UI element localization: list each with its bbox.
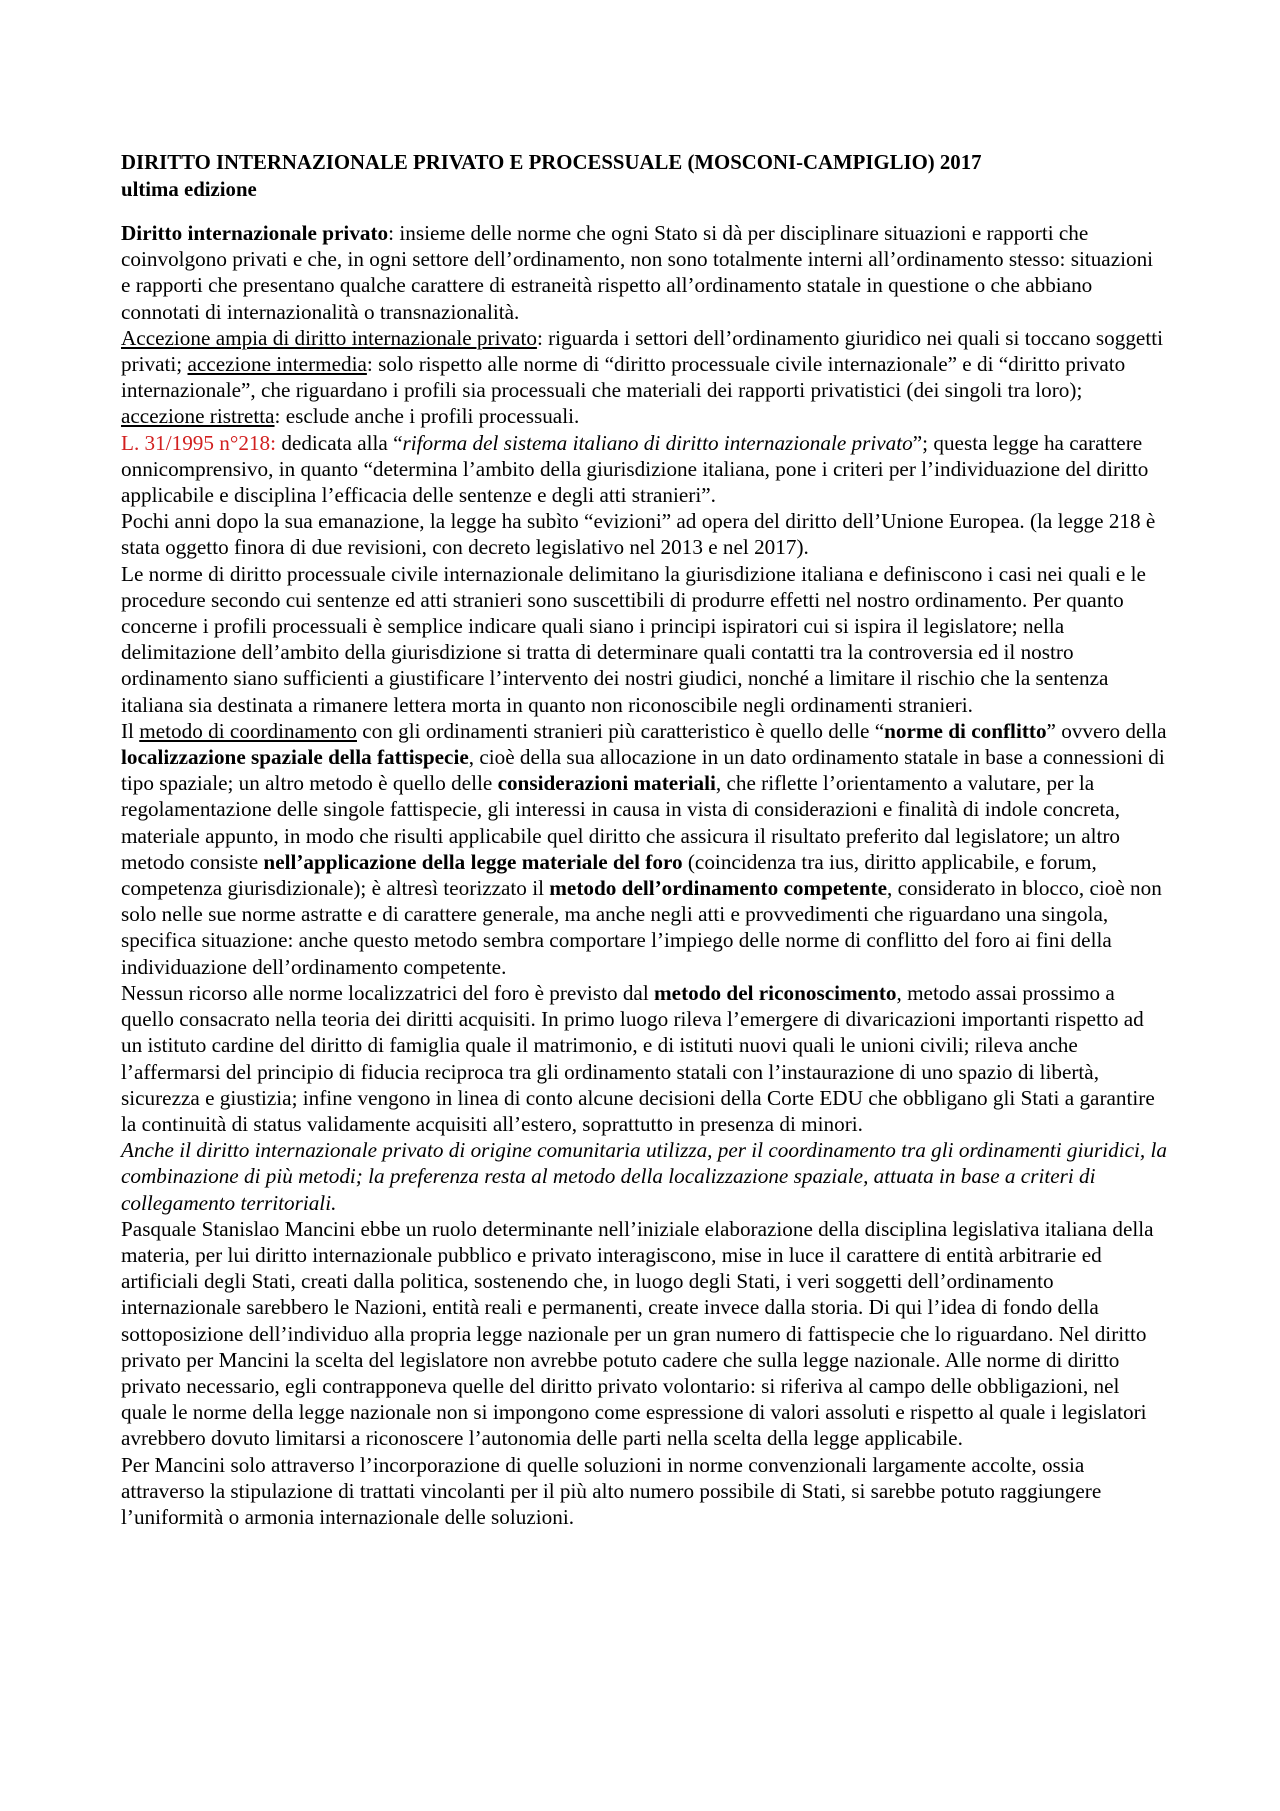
term-dip: Diritto internazionale privato xyxy=(121,221,389,245)
term-norme-conflitto: norme di conflitto xyxy=(884,718,1047,743)
term-metodo-riconoscimento: metodo del riconoscimento xyxy=(654,980,897,1005)
law-reference: L. 31/1995 n°218: xyxy=(121,430,277,455)
italic-comunitario: Anche il diritto internazionale privato di origine comunitaria utilizza, per il coordinamento tra gli ordinamenti giuridici, la combinazione di più metodi; la preferenza resta al metodo della localizzazione spaziale, attuata in base a criteri di collegamento territoriali. xyxy=(121,1138,1167,1215)
paragraph-mancini-trattati: Per Mancini solo attraverso l’incorporazione di quelle soluzioni in norme convenzionali largamente accolte, ossia attraverso la stipulazione di trattati vincolanti per il più alto numero possibile di Stati, si sarebbe potuto raggiungere l’uniformità o armonia internazionale delle soluzioni. xyxy=(121,1452,1102,1529)
paragraph-mancini: Pasquale Stanislao Mancini ebbe un ruolo determinante nell’iniziale elaborazione della disciplina legislativa italiana della materia, per lui diritto internazionale pubblico e privato interagiscono, mise in luce il carattere di entità arbitrarie ed artificiali degli Stati, creati dalla politica, sostenendo che, in luogo degli Stati, i veri soggetti dell’ordinamento internazionale sarebbero le Nazioni, entità reali e permanenti, create invece dalla storia. Di qui l’idea di fondo della sottoposizione dell’individuo alla propria legge nazionale per un gran numero di fattispecie che lo riguardano. Nel diritto privato per Mancini la scelta del legislatore non avrebbe potuto cadere che sulla legge nazionale. Alle norme di diritto privato necessario, egli contrapponeva quelle del diritto privato volontario: si riferiva al campo delle obbligazioni, nel quale le norme della legge nazionale non si impongono come espressione di valori assoluti e rispetto al quale i legislatori avrebbero dovuto limitarsi a riconoscere l’autonomia delle parti nella scelta della legge applicabile. xyxy=(121,1216,1154,1451)
paragraph-law-218 xyxy=(121,430,1167,509)
text-segment: con gli ordinamenti stranieri più caratteristico è quello delle “ xyxy=(356,718,885,743)
text-segment: , che riflette l’orientamento a valutare, per la regolamentazione delle singole fattispecie, gli interessi in causa in vista di considerazioni e finalità di indole concreta, materiale appunto, in modo che risulti applicabile quel diritto che assicura il risultato preferito dal legislatore; un altro metodo consiste xyxy=(121,771,1121,874)
term-metodo-coordinamento: metodo di coordinamento xyxy=(139,718,357,743)
paragraph-processuale: Le norme di diritto processuale civile internazionale delimitano la giurisdizione italiana e definiscono i casi nei quali e le procedure secondo cui sentenze ed atti stranieri sono suscettibili di produrre effetti nel nostro ordinamento. Per quanto concerne i profili processuali è semplice indicare quali siano i principi ispiratori cui si ispira il legislatore; nella delimitazione dell’ambito della giurisdizione si tratta di determinare quali contatti tra la controversia ed il nostro ordinamento siano sufficienti a giustificare l’intervento dei nostri giudici, nonché a limitare il rischio che la sentenza italiana sia destinata a rimanere lettera morta in quanto non riconoscibile negli ordinamenti stranieri. xyxy=(121,561,1146,717)
term-accezione-ristretta: accezione ristretta xyxy=(121,404,275,429)
text-segment: Nessun ricorso alle norme localizzatrici del foro è previsto dal xyxy=(121,980,655,1005)
title-line-2: ultima edizione xyxy=(121,177,257,201)
term-accezione-ampia: Accezione ampia di diritto internazionale privato xyxy=(121,325,537,350)
law-title-italic: riforma del sistema italiano di diritto internazionale privato xyxy=(402,430,913,455)
text-segment: : solo rispetto alle norme di “diritto processuale civile internazionale” e di “diritto privato internazionale”, che riguardano i profili sia processuali che materiali dei rapporti privatistici (dei singoli tra loro); xyxy=(121,352,1126,403)
paragraph-comunitario xyxy=(121,1137,1167,1216)
text-segment: (coincidenza tra ius, diritto applicabile, e forum, competenza giurisdizionale); è altresì teorizzato il xyxy=(121,849,1097,901)
text-segment: , considerato in blocco, cioè non solo nelle sue norme astratte e di carattere generale, ma anche negli atti e provvedimenti che riguardano una singola, specifica situazione: anche questo metodo sembra comportare l’impiego delle norme di conflitto del foro ai fini della individuazione dell’ordinamento competente. xyxy=(121,876,1162,979)
document-page xyxy=(121,150,1167,1530)
term-ordinamento-competente: metodo dell’ordinamento competente xyxy=(549,876,888,901)
title-line-1: DIRITTO INTERNAZIONALE PRIVATO E PROCESSUALE (MOSCONI-CAMPIGLIO) 2017 xyxy=(121,151,982,174)
term-accezione-intermedia: accezione intermedia xyxy=(187,352,367,377)
text-segment: Il xyxy=(121,718,140,743)
text-segment: : riguarda i settori dell’ordinamento giuridico nei quali si toccano soggetti privati; xyxy=(121,325,1163,377)
document-title xyxy=(121,150,1167,203)
text-segment: , cioè della sua allocazione in un dato ordinamento statale in base a connessioni di tipo spaziale; un altro metodo è quello delle xyxy=(121,745,1165,796)
paragraph-evizioni: Pochi anni dopo la sua emanazione, la legge ha subìto “evizioni” ad opera del diritto dell’Unione Europea. (la legge 218 è stata oggetto finora di due revisioni, con decreto legislativo nel 2013 e nel 2017). xyxy=(121,509,1156,560)
text-segment: dedicata alla “ xyxy=(276,430,403,455)
paragraph-riconoscimento xyxy=(121,980,1167,1137)
text-segment: , metodo assai prossimo a quello consacrato nella teoria dei diritti acquisiti. In primo luogo rileva l’emergere di divaricazioni importanti rispetto ad un istituto cardine del diritto di famiglia quale il matrimonio, e di istituti nuovi quali le unioni civili; rileva anche l’affermarsi del principio di fiducia reciproca tra gli ordinamento statali con l’instaurazione di uno spazio di libertà, sicurezza e giustizia; infine vengono in linea di conto alcune decisioni della Corte EDU che obbligano gli Stati a garantire la continuità di status validamente acquisiti all’estero, soprattutto in presenza di minori. xyxy=(121,980,1155,1136)
text-segment: ”; questa legge ha carattere onnicomprensivo, in quanto “determina l’ambito della giurisdizione italiana, pone i criteri per l’individuazione del diritto applicabile e disciplina l’efficacia delle sentenze e degli atti stranieri”. xyxy=(121,430,1149,508)
term-localizzazione: localizzazione spaziale della fattispecie xyxy=(121,745,469,770)
paragraph-metodi xyxy=(121,718,1167,980)
text-segment: : esclude anche i profili processuali. xyxy=(274,404,580,429)
definition-text: : insieme delle norme che ogni Stato si dà per disciplinare situazioni e rapporti che coinvolgono privati e che, in ogni settore dell’ordinamento, non sono totalmente interni all’ordinamento stesso: situazioni e rapporti che presentano qualche carattere di estraneità rispetto all’ordinamento statale in questione o che abbiano connotati di internazionalità o transnazionalità. xyxy=(121,221,1154,324)
text-segment: ” ovvero della xyxy=(1046,718,1167,743)
term-considerazioni-materiali: considerazioni materiali xyxy=(497,771,716,796)
term-legge-foro: nell’applicazione della legge materiale del foro xyxy=(263,849,683,874)
paragraph-definition xyxy=(121,220,1167,325)
paragraph-accezioni xyxy=(121,325,1167,430)
